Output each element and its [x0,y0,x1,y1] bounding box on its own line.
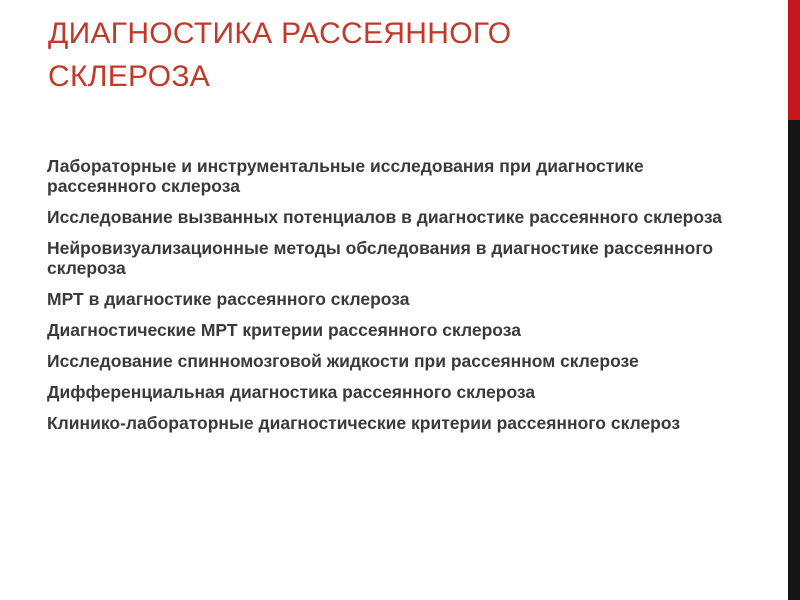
topic-item-7: Дифференциальная диагностика рассеянного склероза [47,382,536,402]
slide-title-line-2: СКЛЕРОЗА [48,60,211,93]
topic-item-5: Диагностические МРТ критерии рассеянного склероза [47,320,521,340]
topic-item-2: Исследование вызванных потенциалов в диагностике рассеянного склероза [47,207,723,227]
topic-item-8: Клинико-лабораторные диагностические критерии рассеянного склероз [47,413,681,433]
accent-bar-red [788,0,800,120]
topic-list [47,156,747,444]
topic-item-1: Лабораторные и инструментальные исследования при диагностике рассеянного склероза [47,156,644,196]
topic-item-6: Исследование спинномозговой жидкости при рассеянном склерозе [47,351,639,371]
topic-item-4: МРТ в диагностике рассеянного склероза [47,289,410,309]
slide-title [48,12,648,98]
accent-bar-black [788,120,800,600]
topic-item-3: Нейровизуализационные методы обследования в диагностике рассеянного склероза [47,238,714,278]
slide-title-line-1: ДИАГНОСТИКА РАССЕЯННОГО [48,17,512,50]
